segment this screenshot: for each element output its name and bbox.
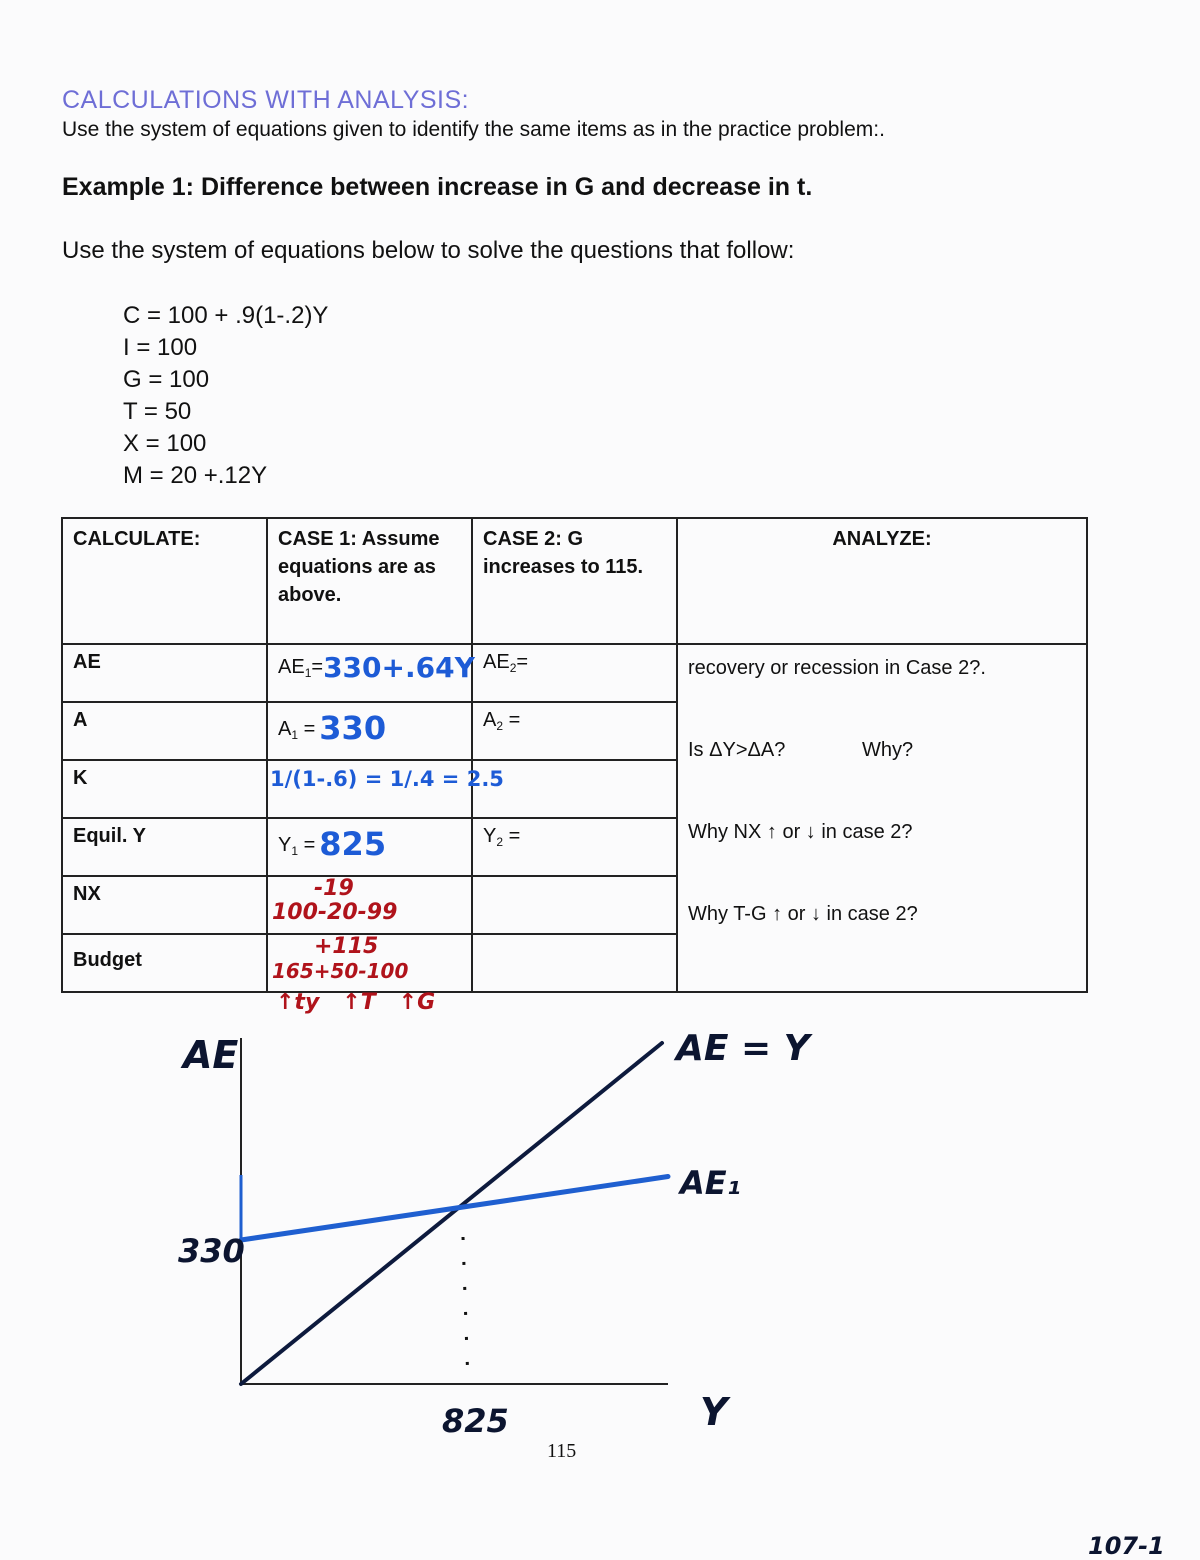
graph-y-axis-label: AE	[183, 1033, 239, 1077]
header-calculate: CALCULATE:	[62, 518, 267, 644]
case1-a-cell: $A_1 = 330$	[267, 702, 472, 760]
page-number: 115	[547, 1440, 577, 1462]
equation-taxes: T = 50	[123, 398, 192, 425]
row-label-ae: AE	[62, 644, 267, 702]
graph-equilibrium-dashed-line	[463, 1237, 468, 1384]
case2-y-cell: $Y_2$ =	[472, 818, 677, 876]
graph-equilibrium-label: 825	[442, 1402, 509, 1440]
handwritten-arrows-note: ↑ty ↑T ↑G	[276, 990, 436, 1015]
handwritten-k-value: 1/(1-.6) = 1/.4 = 2.5	[270, 767, 504, 791]
row-label-k: K	[62, 760, 267, 818]
equation-consumption: C = 100 + .9(1-.2)Y	[123, 302, 329, 329]
case1-ae-cell: $AE_1=330+.64Y$	[267, 644, 472, 702]
example-title: Example 1: Difference between increase in G and decrease in t.	[62, 173, 813, 201]
graph-45-degree-line	[241, 1043, 662, 1384]
handwritten-a1-value: 330	[319, 709, 387, 747]
equation-exports: X = 100	[123, 430, 207, 457]
analyze-question-nx: Why NX ↑ or ↓ in case 2?	[688, 821, 913, 843]
equation-investment: I = 100	[123, 334, 198, 361]
handwritten-ae1-value: 330+.64Y	[323, 651, 475, 684]
handwritten-budget-calc: 165+50-100	[272, 959, 409, 983]
row-label-budget: Budget	[62, 934, 267, 992]
equation-government: G = 100	[123, 366, 210, 393]
equation-imports: M = 20 +.12Y	[123, 462, 268, 489]
case2-a-cell: $A_2$ =	[472, 702, 677, 760]
handwritten-nx-result: -19	[314, 876, 354, 901]
system-intro: Use the system of equations below to solve the questions that follow:	[62, 237, 795, 264]
section-heading: CALCULATIONS WITH ANALYSIS:	[62, 86, 470, 114]
graph-ae1-label: AE₁	[680, 1164, 741, 1202]
graph-45-line-label: AE = Y	[676, 1028, 810, 1069]
header-case1: CASE 1: Assume equations are as above.	[267, 518, 472, 644]
handwritten-y1-value: 825	[319, 825, 387, 863]
analyze-question-why: Why?	[862, 739, 914, 761]
header-analyze: ANALYZE:	[677, 518, 1087, 644]
row-label-a: A	[62, 702, 267, 760]
graph-x-axis-label: Y	[700, 1390, 728, 1434]
graph-intercept-label: 330	[178, 1232, 245, 1270]
analyze-question-budget: Why T-G ↑ or ↓ in case 2?	[688, 903, 918, 925]
row-label-nx: NX	[62, 876, 267, 934]
case1-y-cell: $Y_1 = 825$	[267, 818, 472, 876]
handwritten-nx-calc: 100-20-99	[272, 900, 398, 925]
handwritten-budget-result: +115	[314, 934, 379, 959]
analyze-question-delta: Is ΔY>ΔA?	[688, 739, 786, 761]
header-case2: CASE 2: G increases to 115.	[472, 518, 677, 644]
analyze-question-recovery: recovery or recession in Case 2?.	[688, 657, 986, 679]
row-label-equil-y: Equil. Y	[62, 818, 267, 876]
intro-text: Use the system of equations given to identify the same items as in the practice problem:.	[62, 118, 885, 141]
case2-ae-cell: $AE_2=$	[472, 644, 677, 702]
graph-ae1-line	[241, 1177, 668, 1240]
corner-mark: 107-1	[1088, 1532, 1165, 1560]
